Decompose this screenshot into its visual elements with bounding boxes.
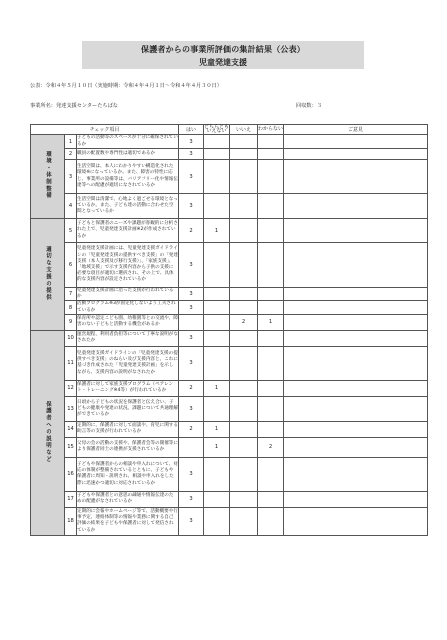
row-number: 4	[65, 194, 77, 219]
table-row	[31, 380, 428, 396]
neither-count	[204, 314, 230, 330]
neither-count	[204, 160, 230, 194]
table-row	[31, 330, 428, 346]
unknown-count	[258, 457, 284, 491]
table-row	[31, 149, 428, 160]
opinion-cell	[284, 243, 428, 288]
table-row	[31, 243, 428, 288]
table-row	[31, 160, 428, 194]
row-number: 1	[65, 135, 77, 149]
item-text: 児童発達支援ガイドラインの「児童発達支援の提供すべき支援」のねらい及び支援内容と、これに基づき作成された「児童発達支援計画」を示しながら、支援内容の説明がなされたか	[77, 346, 179, 380]
unknown-count	[258, 396, 284, 421]
item-text: 定期的に、保護者に対して面談や、育児に関する助言等の支援が行われているか	[77, 421, 179, 437]
neither-count	[204, 491, 230, 507]
item-text: 保護者に対して家族支援プログラム（ペアレント・トレーニング※4等）が行われているか	[77, 380, 179, 396]
no-count	[230, 219, 258, 243]
neither-count: 1	[204, 380, 230, 396]
yes-count: 3	[179, 243, 204, 288]
opinion-cell	[284, 507, 428, 535]
unknown-count	[258, 507, 284, 535]
neither-count	[204, 243, 230, 288]
neither-count	[204, 396, 230, 421]
yes-count: 2	[179, 421, 204, 437]
unknown-count	[258, 149, 284, 160]
yes-count: 3	[179, 491, 204, 507]
opinion-cell	[284, 421, 428, 437]
no-count	[230, 457, 258, 491]
no-count	[230, 380, 258, 396]
unknown-count	[258, 380, 284, 396]
neither-count	[204, 149, 230, 160]
row-number: 2	[65, 149, 77, 160]
opinion-cell	[284, 396, 428, 421]
unknown-count	[258, 135, 284, 149]
table-row	[31, 314, 428, 330]
no-count	[230, 330, 258, 346]
yes-count: 3	[179, 194, 204, 219]
category-support	[31, 219, 65, 331]
yes-count: 3	[179, 149, 204, 160]
evaluation-table	[30, 124, 428, 536]
no-count	[230, 301, 258, 314]
no-count	[230, 437, 258, 457]
category-environment	[31, 135, 65, 219]
row-number: 8	[65, 301, 77, 314]
header-yes: はい	[179, 125, 204, 135]
table-row	[31, 346, 428, 380]
yes-count: 2	[179, 219, 204, 243]
neither-count: 1	[204, 437, 230, 457]
item-text: 児童発達支援計画には、児童発達支援ガイドラインの「児童発達支援の提供すべき支援」の「発達支援（本人支援及び移行支援）」、「家族支援」、「地域支援」で示す支援内容から子供の支援に必要な項目が適切に選択され、その上で、具体的な支援内容が設定されているか	[77, 243, 179, 288]
yes-count: 3	[179, 346, 204, 380]
yes-count: 3	[179, 507, 204, 535]
document-subtitle: 児童発達支援	[199, 58, 247, 67]
no-count	[230, 396, 258, 421]
row-number: 6	[65, 243, 77, 288]
row-number: 14	[65, 421, 77, 437]
item-text: 子どもや保護者からの相談や申入れについて、対応の体制が整備されているとともに、子どもや保護者に周知・説明され、相談や申入れをした際に迅速かつ適切に対応されているか	[77, 457, 179, 491]
opinion-cell	[284, 330, 428, 346]
unknown-count	[258, 243, 284, 288]
yes-count: 3	[179, 396, 204, 421]
row-number: 7	[65, 288, 77, 301]
header-neither: どちらともいえない	[204, 123, 230, 134]
table-header-row	[31, 125, 428, 135]
item-text: 子どもの活動等のスペースが十分に確保されているか	[77, 135, 178, 147]
row-number: 12	[65, 380, 77, 396]
row-number: 17	[65, 491, 77, 507]
table-row	[31, 219, 428, 243]
item-text: 運営規程、利用者負担等について丁寧な説明がなされたか	[77, 330, 179, 346]
yes-count: 3	[179, 457, 204, 491]
unknown-count	[258, 491, 284, 507]
neither-count: 1	[204, 219, 230, 243]
opinion-cell	[284, 491, 428, 507]
opinion-cell	[284, 135, 428, 149]
neither-count: 1	[204, 421, 230, 437]
unknown-count	[258, 219, 284, 243]
publication-date: 公表：令和４年５月１０日（実施時期：令和４年４月１日～令和４年４月３０日）	[30, 83, 222, 89]
no-count	[230, 288, 258, 301]
table-row	[31, 507, 428, 535]
row-number: 16	[65, 457, 77, 491]
row-number: 9	[65, 314, 77, 330]
unknown-count	[258, 160, 284, 194]
neither-count	[204, 194, 230, 219]
header-no: いいえ	[230, 125, 258, 135]
unknown-count	[258, 288, 284, 301]
item-text: 子どもや保護者との意思の疎通や情報伝達のための配慮がなされているか	[77, 491, 179, 507]
table-row	[31, 194, 428, 219]
opinion-cell	[284, 160, 428, 194]
opinion-cell	[284, 314, 428, 330]
no-count	[230, 149, 258, 160]
neither-count	[204, 288, 230, 301]
no-count	[230, 507, 258, 535]
neither-count	[204, 135, 230, 149]
category-label: 環境・体制整備	[45, 151, 51, 200]
opinion-cell	[284, 380, 428, 396]
opinion-cell	[284, 301, 428, 314]
neither-count	[204, 457, 230, 491]
neither-count	[204, 330, 230, 346]
item-text: 生活空間は、本人にわかりやすい構造化された環境※になっているか。また、障害の特性に応じ、事業所の設備等は、バリアフリー化や情報伝達等への配慮が適切になされているか	[77, 160, 179, 194]
yes-count: 2	[179, 380, 204, 396]
title-box	[82, 41, 364, 69]
no-count	[230, 346, 258, 380]
opinion-cell	[284, 149, 428, 160]
unknown-count: 1	[258, 314, 284, 330]
no-count	[230, 421, 258, 437]
yes-count: 3	[179, 330, 204, 346]
item-text: 職員の配置数や専門性は適切であるか	[77, 149, 179, 160]
row-number: 10	[65, 330, 77, 346]
yes-count: 3	[179, 160, 204, 194]
no-count	[230, 243, 258, 288]
table-row	[31, 437, 428, 457]
no-count	[230, 491, 258, 507]
table-row	[31, 301, 428, 314]
unknown-count: 2	[258, 437, 284, 457]
office-name: 事業所名：発達支援センターたちばな	[30, 103, 118, 109]
yes-count	[179, 314, 204, 330]
unknown-count	[258, 346, 284, 380]
opinion-cell	[284, 219, 428, 243]
table-row	[31, 135, 428, 149]
neither-count	[204, 346, 230, 380]
item-text: 活動プログラム※3が固定化しないよう工夫されているか	[77, 301, 179, 314]
response-count: 回収数：３	[296, 103, 322, 109]
table-row	[31, 396, 428, 421]
row-number: 18	[65, 507, 77, 535]
document-title: 保護者からの事業所評価の集計結果（公表）	[141, 45, 305, 54]
table-row	[31, 288, 428, 301]
neither-count	[204, 507, 230, 535]
no-count	[230, 160, 258, 194]
row-number: 5	[65, 219, 77, 243]
unknown-count	[258, 421, 284, 437]
category-label: 保護者への説明など	[45, 400, 51, 463]
item-text: 子どもと保護者のニーズや課題が客観的に分析された上で、児童発達支援計画※2が作成されているか	[77, 219, 179, 243]
header-item: チェック項目	[31, 125, 179, 135]
unknown-count	[258, 330, 284, 346]
row-number: 13	[65, 396, 77, 421]
header-opinion: ご意見	[284, 125, 428, 135]
neither-count	[204, 301, 230, 314]
table-row	[31, 421, 428, 437]
header-unknown: わからない	[258, 125, 284, 135]
row-number: 11	[65, 346, 77, 380]
no-count	[230, 135, 258, 149]
yes-count: 3	[179, 301, 204, 314]
yes-count: 3	[179, 288, 204, 301]
table-row	[31, 491, 428, 507]
yes-count	[179, 437, 204, 457]
category-parents	[31, 330, 65, 535]
item-text: 生活空間は清潔で、心地よく過ごせる環境となっているか。また、子ども達の活動に合わせた空間となっているか	[77, 194, 179, 219]
unknown-count	[258, 301, 284, 314]
opinion-cell	[284, 457, 428, 491]
item-text: 児童発達支援計画に沿った支援が行われているか	[77, 288, 179, 301]
unknown-count	[258, 194, 284, 219]
no-count	[230, 194, 258, 219]
category-label: 適切な支援の提供	[45, 245, 51, 301]
opinion-cell	[284, 288, 428, 301]
opinion-cell	[284, 194, 428, 219]
row-number: 15	[65, 437, 77, 457]
no-count: 2	[230, 314, 258, 330]
yes-count: 3	[179, 135, 204, 149]
row-number: 3	[65, 160, 77, 194]
item-text: 保育所や認定こども園、幼稚園等との交流や、障害のない子どもと活動する機会があるか	[77, 314, 179, 330]
item-text: 父母の会の活動の支援や、保護者会等の開催等により保護者同士の連携が支援されているか	[77, 437, 179, 457]
item-text: 日頃から子どもの状況を保護者と伝え合い、子どもの健康や発達の状況、課題について共通理解ができているか	[77, 396, 179, 421]
opinion-cell	[284, 346, 428, 380]
item-text: 定期的に会報やホームページ等で、活動概要や行事予定、連絡体制等の情報や業務に関する自己評価の結果を子どもや保護者に対して発信されているか	[77, 507, 179, 535]
table-row	[31, 457, 428, 491]
opinion-cell	[284, 437, 428, 457]
